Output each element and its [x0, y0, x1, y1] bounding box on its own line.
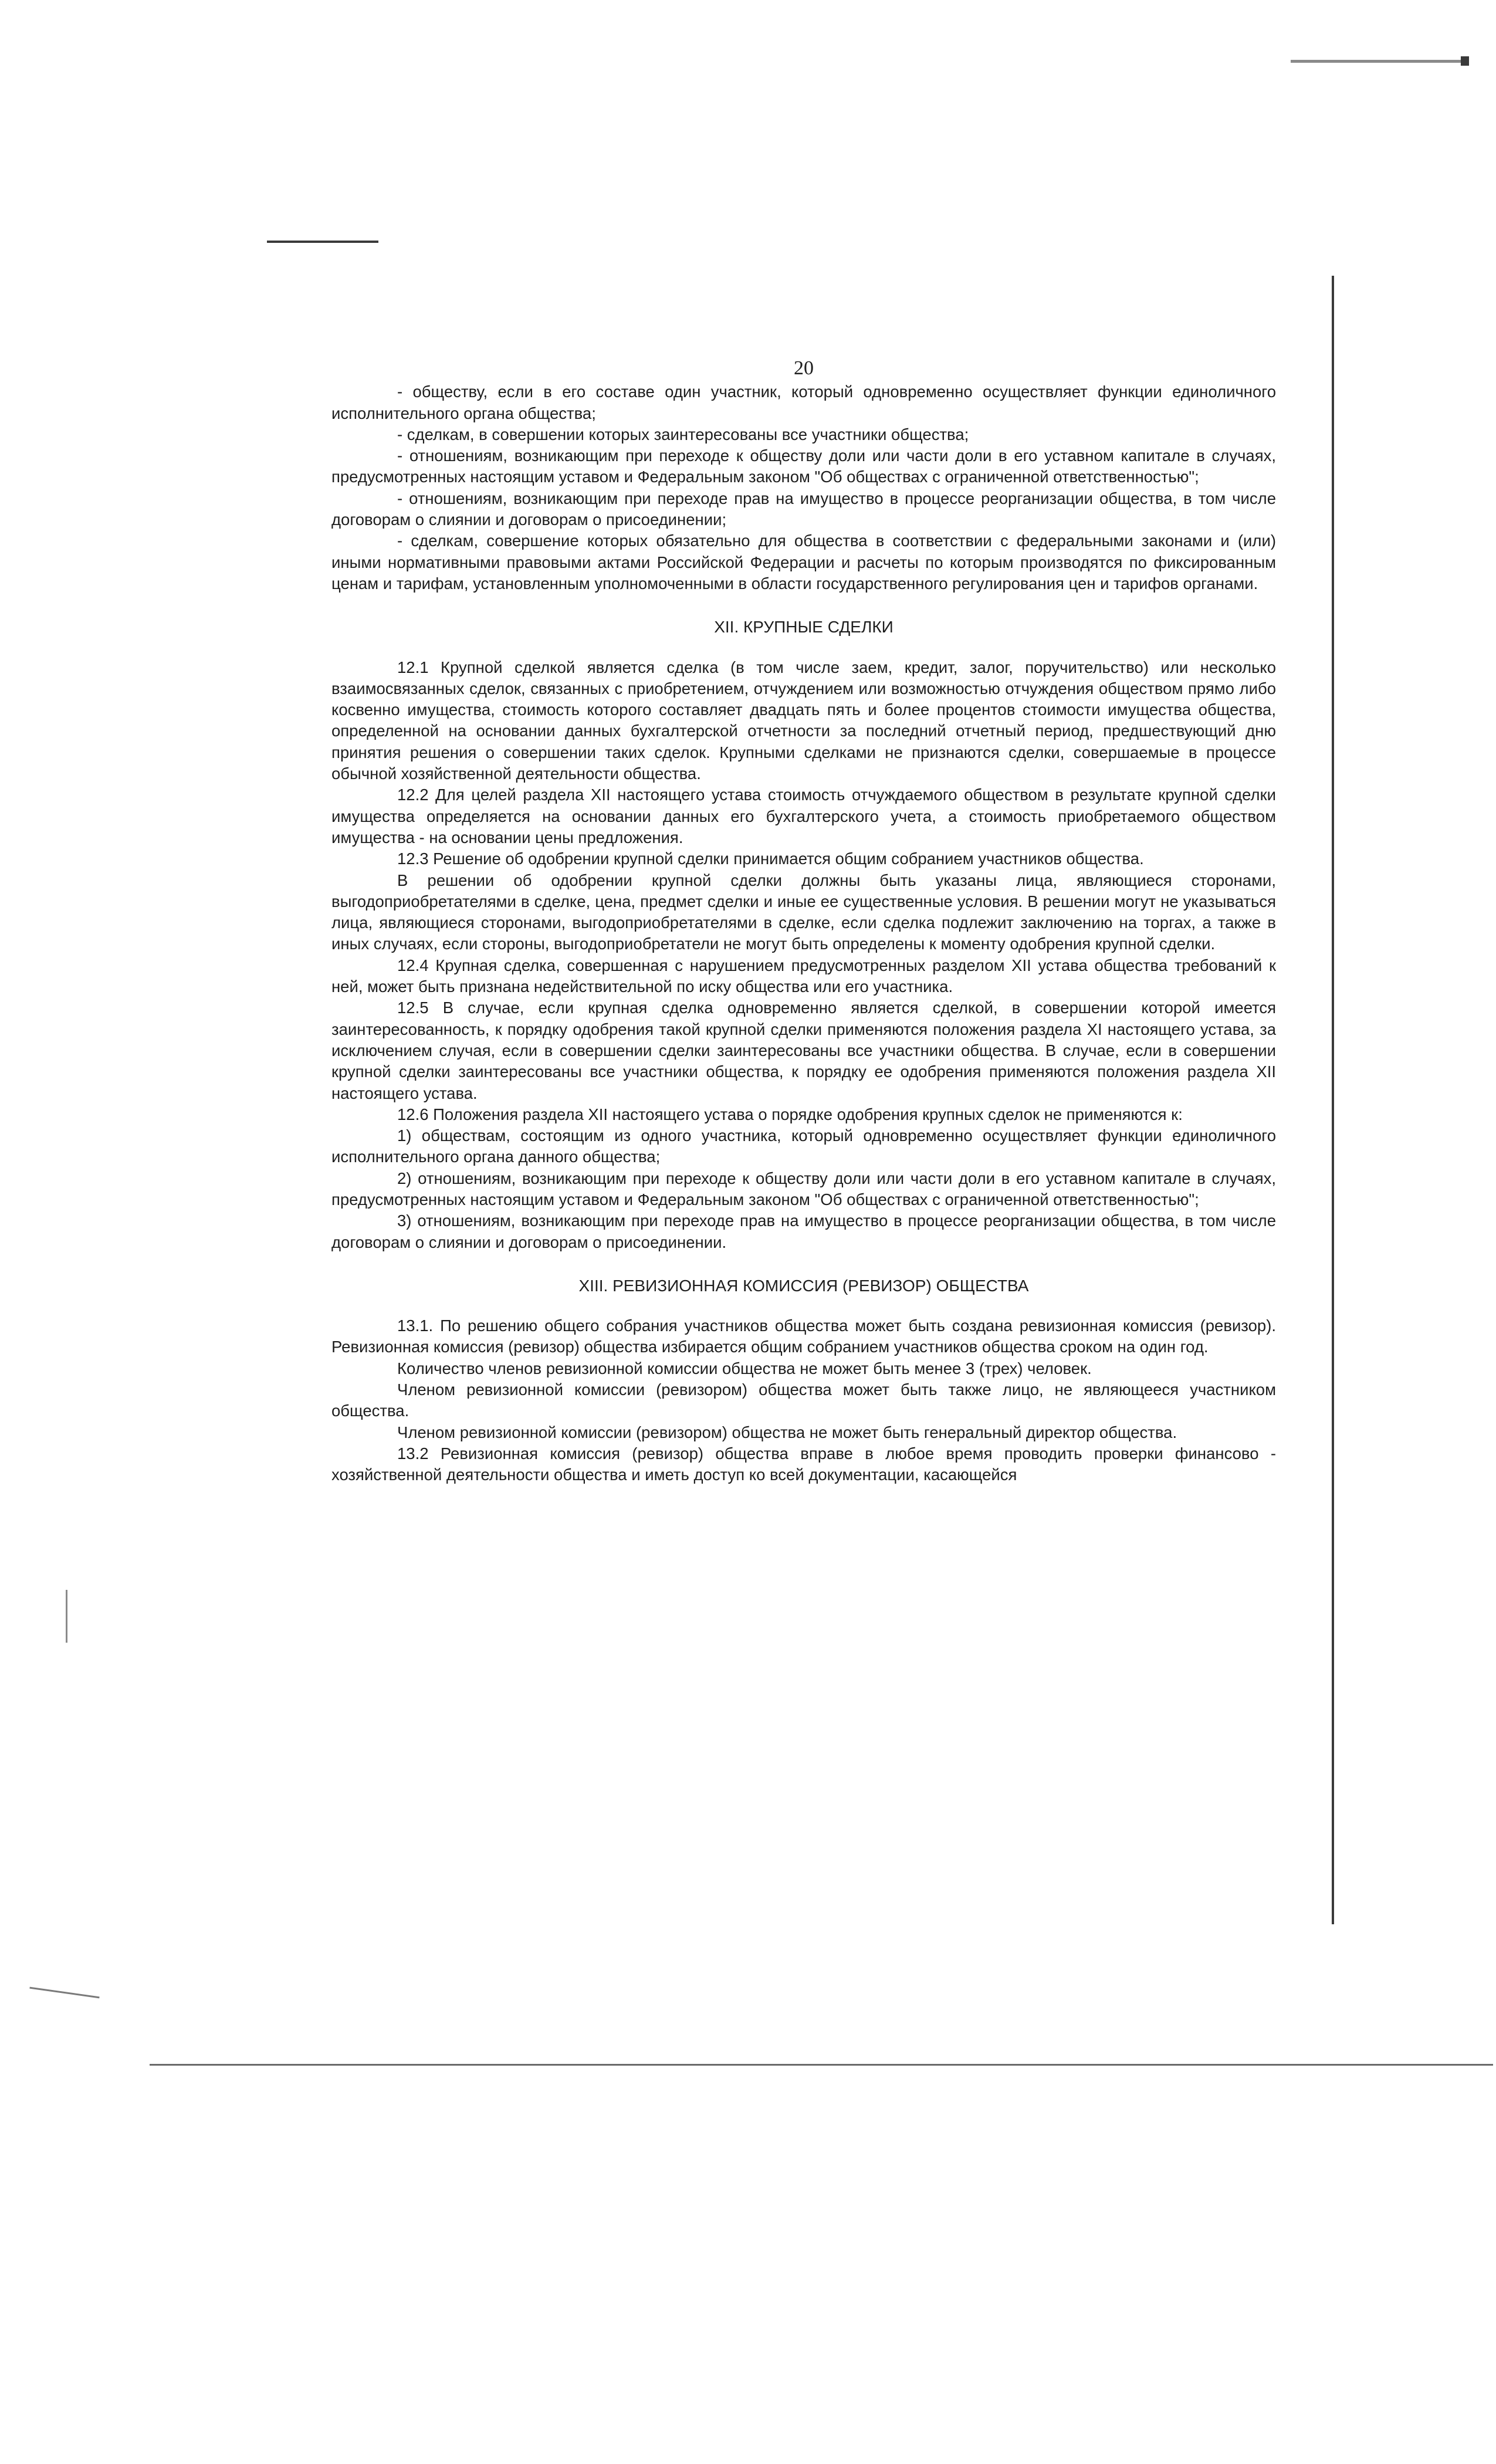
scan-artifact-top-left-dash [267, 241, 378, 243]
section-12-paragraph-8: 1) обществам, состоящим из одного участника, который одновременно осуществляет функции единоличного исполнительного органа данного общества; [331, 1126, 1276, 1166]
scan-artifact-left-mark [29, 1987, 99, 1999]
section-12-paragraph-1: 12.1 Крупной сделкой является сделка (в том числе заем, кредит, залог, поручительство) или несколько взаимосвязанных сделок, связанных с приобретением, отчуждением или возможностью отчуждения обществом прямо либо косвенно имущества, стоимость которого составляет двадцать пять и более процентов стоимости имущества общества, определенной на основании данных бухгалтерской отчетности за последний отчетный период, предшествующий дню принятия решения о совершении таких сделок. Крупными сделками не признаются сделки, совершаемые в процессе обычной хозяйственной деятельности общества. [331, 658, 1276, 783]
document-page-body [331, 358, 1276, 1486]
scan-artifact-right-vertical-line [1332, 276, 1334, 1924]
intro-item-4: - отношениям, возникающим при переходе прав на имущество в процессе реорганизации общества, в том числе договорам о слиянии и договорам о присоединении; [331, 489, 1276, 529]
section-12-paragraph-6: 12.5 В случае, если крупная сделка одновременно является сделкой, в совершении которой имеется заинтересованность, к порядку одобрения такой крупной сделки применяются положения раздела XI настоящего устава, за исключением случая, если в совершении сделки заинтересованы все участники общества. В случае, если в совершении крупной сделки заинтересованы все участники общества, к порядку ее одобрения применяются положения раздела XII настоящего устава. [331, 999, 1276, 1102]
section-12-heading: XII. КРУПНЫЕ СДЕЛКИ [714, 618, 893, 637]
intro-item-2: - сделкам, в совершении которых заинтересованы все участники общества; [397, 425, 969, 444]
section-13-paragraph-1: 13.1. По решению общего собрания участников общества может быть создана ревизионная комиссия (ревизор). Ревизионная комиссия (ревизор) общества избирается общим собранием участников общества сроком на один год. [331, 1316, 1276, 1356]
intro-item-1: - обществу, если в его составе один участник, который одновременно осуществляет функции единоличного исполнительного органа общества; [331, 383, 1276, 422]
section-13-paragraph-4: Членом ревизионной комиссии (ревизором) общества не может быть генеральный директор общества. [397, 1423, 1177, 1441]
section-12-paragraph-5: 12.4 Крупная сделка, совершенная с нарушением предусмотренных разделом XII устава общества требований к ней, может быть признана недействительной по иску общества или его участника. [331, 956, 1276, 996]
intro-item-5: - сделкам, совершение которых обязательно для общества в соответствии с федеральными законами и (или) иными нормативными правовыми актами Российской Федерации и расчеты по которым производятся по фиксированным ценам и тарифам, установленным уполномоченными в области государственного регулирования цен и тарифов органами. [331, 532, 1276, 593]
section-13-paragraph-2: Количество членов ревизионной комиссии общества не может быть менее 3 (трех) человек. [397, 1359, 1092, 1377]
scan-artifact-top-right-corner [1461, 56, 1469, 66]
section-12-paragraph-10: 3) отношениям, возникающим при переходе прав на имущество в процессе реорганизации общества, в том числе договорам о слиянии и договорам о присоединении. [331, 1211, 1276, 1251]
section-12-paragraph-4: В решении об одобрении крупной сделки должны быть указаны лица, являющиеся сторонами, выгодоприобретателями в сделке, цена, предмет сделки и иные ее существенные условия. В решении могут не указываться лица, являющиеся сторонами, выгодоприобретателями в сделке, если сделка подлежит заключению на торгах, а также в иных случаях, если стороны, выгодоприобретатели не могут быть определены к моменту одобрения крупной сделки. [331, 871, 1276, 953]
section-12-paragraph-7: 12.6 Положения раздела XII настоящего устава о порядке одобрения крупных сделок не применяются к: [397, 1105, 1183, 1123]
scan-artifact-bottom-horizontal-line [150, 2064, 1493, 2066]
scan-artifact-left-bracket [66, 1590, 67, 1643]
section-12-paragraph-2: 12.2 Для целей раздела XII настоящего устава стоимость отчуждаемого обществом в результате крупной сделки имущества определяется на основании данных его бухгалтерского учета, а стоимость приобретаемого обществом имущества - на основании цены предложения. [331, 786, 1276, 847]
section-13-heading: XIII. РЕВИЗИОННАЯ КОМИССИЯ (РЕВИЗОР) ОБЩЕСТВА [578, 1276, 1029, 1295]
section-13-paragraph-3: Членом ревизионной комиссии (ревизором) общества может быть также лицо, не являющееся участником общества. [331, 1380, 1276, 1420]
section-13-paragraph-5: 13.2 Ревизионная комиссия (ревизор) общества вправе в любое время проводить проверки финансово - хозяйственной деятельности общества и иметь доступ ко всей документации, касающейся [331, 1444, 1276, 1484]
section-12-paragraph-3: 12.3 Решение об одобрении крупной сделки принимается общим собранием участников общества. [397, 849, 1144, 868]
section-12-paragraph-9: 2) отношениям, возникающим при переходе к обществу доли или части доли в его уставном капитале в случаях, предусмотренных настоящим уставом и Федеральным законом "Об обществах с ограниченной ответственностью"; [331, 1169, 1276, 1209]
intro-item-3: - отношениям, возникающим при переходе к обществу доли или части доли в его уставном капитале в случаях, предусмотренных настоящим уставом и Федеральным законом "Об обществах с ограниченной ответственностью"; [331, 446, 1276, 486]
page-number: 20 [794, 357, 814, 379]
scan-artifact-top-right-streak [1291, 60, 1467, 63]
